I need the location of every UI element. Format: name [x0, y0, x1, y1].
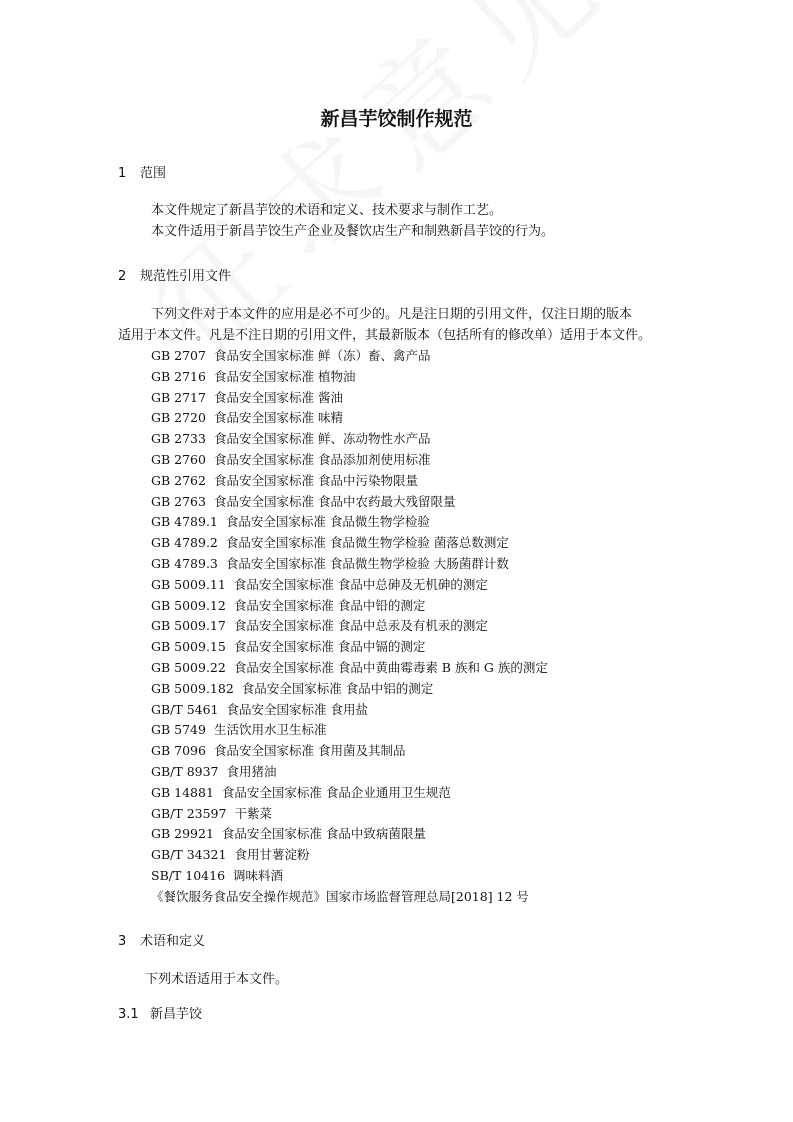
reference-code: GB 14881 — [151, 784, 214, 800]
section-3-heading — [118, 930, 205, 949]
reference-title: 食用甘薯淀粉 — [234, 847, 310, 863]
scope-paragraph-2: 本文件适用于新昌芋饺生产企业及餐饮店生产和制熟新昌芋饺的行为。 — [151, 224, 555, 239]
reference-code: GB 5009.182 — [151, 680, 234, 696]
reference-item — [151, 408, 548, 429]
reference-item — [151, 887, 548, 908]
reference-title: 食品安全国家标准 食品微生物学检验 大肠菌群计数 — [225, 555, 509, 571]
reference-code: GB 4789.3 — [151, 555, 218, 571]
reference-code: GB 5009.11 — [151, 576, 226, 592]
reference-title: 食品安全国家标准 味精 — [213, 410, 343, 426]
reference-title: 食品安全国家标准 食品中致病菌限量 — [221, 826, 426, 842]
reference-item — [151, 596, 548, 617]
reference-title: 食品安全国家标准 食品中铝的测定 — [241, 680, 434, 696]
reference-title: 食品安全国家标准 食品微生物学检验 菌落总数测定 — [225, 535, 509, 551]
reference-code: GB 2716 — [151, 368, 206, 384]
reference-item — [151, 804, 548, 825]
reference-item — [151, 471, 548, 492]
section-title: 术语和定义 — [140, 934, 206, 949]
reference-item — [151, 762, 548, 783]
reference-title: 食品安全国家标准 食品中黄曲霉毒素 B 族和 G 族的测定 — [233, 659, 548, 675]
reference-code: GB 5009.22 — [151, 659, 226, 675]
reference-code: GB 29921 — [151, 826, 214, 842]
reference-title: 食品安全国家标准 食品中农药最大残留限量 — [213, 493, 456, 509]
reference-item — [151, 720, 548, 741]
reference-item — [151, 575, 548, 596]
reference-title: 食品安全国家标准 食品微生物学检验 — [225, 514, 430, 530]
section-number: 3.1 — [118, 1007, 139, 1022]
reference-title: 食品安全国家标准 食品中镉的测定 — [233, 639, 426, 655]
reference-item — [151, 824, 548, 845]
reference-code: GB/T 5461 — [151, 701, 219, 717]
section-title: 规范性引用文件 — [140, 269, 232, 284]
reference-item — [151, 388, 548, 409]
reference-item — [151, 637, 548, 658]
reference-item — [151, 866, 548, 887]
reference-code: GB/T 34321 — [151, 847, 227, 863]
reference-code: GB 2762 — [151, 472, 206, 488]
section-1-heading — [118, 162, 166, 181]
reference-item — [151, 679, 548, 700]
reference-item — [151, 492, 548, 513]
section-3-1-heading — [118, 1003, 202, 1022]
reference-title: 食品安全国家标准 酱油 — [213, 389, 343, 405]
reference-title: 食用猪油 — [226, 763, 277, 779]
reference-item — [151, 346, 548, 367]
reference-title: 食品安全国家标准 食品添加剂使用标准 — [213, 451, 431, 467]
reference-code: GB 5009.12 — [151, 597, 226, 613]
scope-paragraph-1: 本文件规定了新昌芋饺的术语和定义、技术要求与制作工艺。 — [151, 203, 503, 218]
reference-item — [151, 512, 548, 533]
section-title: 新昌芋饺 — [150, 1007, 203, 1022]
section-number: 1 — [118, 166, 127, 181]
reference-code: SB/T 10416 — [151, 867, 226, 883]
terms-intro: 下列术语适用于本文件。 — [145, 972, 289, 987]
reference-code: GB 5749 — [151, 722, 206, 738]
reference-title: 食品安全国家标准 食品中污染物限量 — [213, 472, 418, 488]
section-title: 范围 — [140, 166, 167, 181]
reference-code: GB 5009.17 — [151, 618, 226, 634]
reference-item — [151, 367, 548, 388]
reference-item — [151, 845, 548, 866]
reference-title: 食品安全国家标准 食用菌及其制品 — [213, 743, 406, 759]
reference-code: GB 2717 — [151, 389, 206, 405]
reference-code: GB 2763 — [151, 493, 206, 509]
reference-item — [151, 741, 548, 762]
reference-code: GB 7096 — [151, 743, 206, 759]
reference-item — [151, 658, 548, 679]
reference-item — [151, 554, 548, 575]
reference-title: 干紫菜 — [234, 805, 272, 821]
section-number: 3 — [118, 934, 127, 949]
reference-code: GB 5009.15 — [151, 639, 226, 655]
reference-code: GB 4789.2 — [151, 535, 218, 551]
reference-title: 食品安全国家标准 食用盐 — [226, 701, 368, 717]
reference-title: 食品安全国家标准 食品中总汞及有机汞的测定 — [233, 618, 488, 634]
reference-title: 食品安全国家标准 鲜、冻动物性水产品 — [213, 431, 431, 447]
reference-code: GB 2707 — [151, 348, 206, 363]
reference-title: 调味料酒 — [233, 867, 284, 883]
reference-item — [151, 616, 548, 637]
document-title: 新昌芋饺制作规范 — [320, 108, 473, 130]
references-intro-line-2: 适用于本文件。凡是不注日期的引用文件，其最新版本（包括所有的修改单）适用于本文件。 — [118, 328, 652, 343]
reference-title: 生活饮用水卫生标准 — [213, 722, 327, 738]
references-intro-line-1: 下列文件对于本文件的应用是必不可少的。凡是注日期的引用文件，仅注日期的版本 — [151, 307, 633, 322]
section-2-heading — [118, 265, 231, 284]
reference-title: 食品安全国家标准 食品中总砷及无机砷的测定 — [233, 576, 488, 592]
reference-code: GB 2760 — [151, 451, 206, 467]
reference-code: GB 2720 — [151, 410, 206, 426]
reference-title: 食品安全国家标准 食品企业通用卫生规范 — [221, 784, 451, 800]
reference-list — [151, 346, 548, 908]
reference-item — [151, 429, 548, 450]
reference-code: GB/T 23597 — [151, 805, 227, 821]
reference-item — [151, 533, 548, 554]
reference-code: GB 2733 — [151, 431, 206, 447]
reference-title: 食品安全国家标准 鲜（冻）畜、禽产品 — [213, 348, 431, 363]
reference-title: 食品安全国家标准 食品中铅的测定 — [233, 597, 426, 613]
reference-title: 《餐饮服务食品安全操作规范》国家市场监督管理总局[2018] 12 号 — [151, 888, 529, 904]
reference-item — [151, 783, 548, 804]
section-number: 2 — [118, 269, 127, 284]
reference-item — [151, 450, 548, 471]
reference-item — [151, 700, 548, 721]
reference-code: GB/T 8937 — [151, 763, 219, 779]
reference-title: 食品安全国家标准 植物油 — [213, 368, 356, 384]
reference-code: GB 4789.1 — [151, 514, 218, 530]
